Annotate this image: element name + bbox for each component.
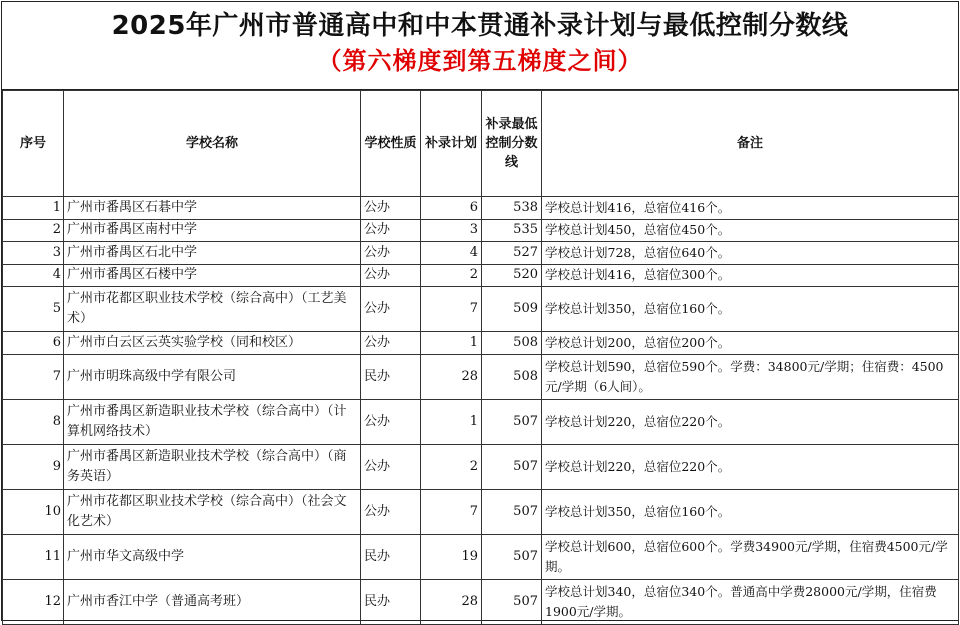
cell-note: 学校总计划350，总宿位160个。 [542, 287, 959, 332]
cell-plan: 3 [421, 219, 482, 242]
table-row [3, 444, 959, 489]
header-note: 备注 [542, 91, 959, 197]
cell-min-score: 509 [482, 287, 542, 332]
cell-seq: 1 [3, 197, 64, 220]
header-plan: 补录计划 [421, 91, 482, 197]
title-block [2, 2, 958, 90]
header-school-name: 学校名称 [64, 91, 361, 197]
cell-seq: 11 [3, 534, 64, 579]
cell-school-type: 公办 [361, 197, 421, 220]
cell-seq: 4 [3, 264, 64, 287]
cell-school-type: 公办 [361, 489, 421, 534]
cell-min-score: 538 [482, 197, 542, 220]
table-header-row [3, 91, 959, 197]
page-subtitle: （第六梯度到第五梯度之间） [317, 47, 643, 75]
cell-note: 学校总计划600，总宿位600个。学费34900元/学期，住宿费4500元/学期。 [542, 534, 959, 579]
cell-school-name: 广州市花都区职业技术学校（综合高中）（工艺美术） [64, 287, 361, 332]
cell-min-score: 520 [482, 264, 542, 287]
table-row [3, 489, 959, 534]
table-row [3, 579, 959, 624]
table-row [3, 534, 959, 579]
cell-note: 学校总计划220，总宿位220个。 [542, 399, 959, 444]
cell-school-name: 广州市花都区职业技术学校（综合高中）（社会文化艺术） [64, 489, 361, 534]
cell-note: 学校总计划590，总宿位590个。学费：34800元/学期；住宿费：4500元/学期（6人间）。 [542, 354, 959, 399]
cell-school-type: 民办 [361, 354, 421, 399]
cell-school-name: 广州市香江中学（普通高考班） [64, 579, 361, 624]
cell-min-score: 507 [482, 579, 542, 624]
table-row [3, 197, 959, 220]
cell-min-score: 508 [482, 354, 542, 399]
cell-seq: 8 [3, 399, 64, 444]
cell-school-name: 广州市白云区云英实验学校（同和校区） [64, 332, 361, 355]
admission-table [2, 90, 959, 625]
cell-seq: 3 [3, 242, 64, 265]
cell-note: 学校总计划340，总宿位340个。普通高中学费28000元/学期，住宿费1900元/学期。 [542, 579, 959, 624]
cell-note: 学校总计划200，总宿位200个。 [542, 332, 959, 355]
cell-plan: 4 [421, 242, 482, 265]
cell-note: 学校总计划220，总宿位220个。 [542, 444, 959, 489]
cell-seq: 5 [3, 287, 64, 332]
cell-min-score: 527 [482, 242, 542, 265]
table-row [3, 219, 959, 242]
cell-seq: 2 [3, 219, 64, 242]
page-title: 2025年广州市普通高中和中本贯通补录计划与最低控制分数线 [111, 11, 849, 41]
table-row [3, 399, 959, 444]
cell-school-name: 广州市番禺区石楼中学 [64, 264, 361, 287]
cell-seq: 7 [3, 354, 64, 399]
cell-min-score: 508 [482, 332, 542, 355]
cell-plan: 7 [421, 287, 482, 332]
cell-school-type: 民办 [361, 534, 421, 579]
cell-school-type: 民办 [361, 579, 421, 624]
cell-school-name: 广州市华文高级中学 [64, 534, 361, 579]
cell-school-name: 广州市番禺区石北中学 [64, 242, 361, 265]
cell-note: 学校总计划350，总宿位160个。 [542, 489, 959, 534]
cell-school-type: 公办 [361, 399, 421, 444]
table-row [3, 242, 959, 265]
cell-plan: 19 [421, 534, 482, 579]
cell-seq: 12 [3, 579, 64, 624]
table-row [3, 332, 959, 355]
cell-school-name: 广州市番禺区南村中学 [64, 219, 361, 242]
cell-note: 学校总计划416，总宿位300个。 [542, 264, 959, 287]
cell-school-type: 公办 [361, 264, 421, 287]
cell-plan: 7 [421, 489, 482, 534]
cell-school-type: 公办 [361, 332, 421, 355]
cell-school-type: 公办 [361, 219, 421, 242]
header-school-type: 学校性质 [361, 91, 421, 197]
cell-min-score: 507 [482, 444, 542, 489]
cell-note: 学校总计划416，总宿位416个。 [542, 197, 959, 220]
cell-school-name: 广州市番禺区新造职业技术学校（综合高中）（商务英语） [64, 444, 361, 489]
cell-note: 学校总计划728，总宿位640个。 [542, 242, 959, 265]
admission-table-document [1, 1, 959, 621]
cell-plan: 1 [421, 399, 482, 444]
cell-plan: 2 [421, 264, 482, 287]
cell-seq: 6 [3, 332, 64, 355]
cell-note: 学校总计划450，总宿位450个。 [542, 219, 959, 242]
cell-school-name: 广州市明珠高级中学有限公司 [64, 354, 361, 399]
cell-plan: 6 [421, 197, 482, 220]
cell-plan: 28 [421, 579, 482, 624]
cell-min-score: 507 [482, 489, 542, 534]
table-row [3, 264, 959, 287]
cell-plan: 28 [421, 354, 482, 399]
cell-min-score: 535 [482, 219, 542, 242]
cell-school-type: 公办 [361, 287, 421, 332]
table-row [3, 287, 959, 332]
cell-school-name: 广州市番禺区石碁中学 [64, 197, 361, 220]
header-min-score: 补录最低控制分数线 [482, 91, 542, 197]
table-row [3, 354, 959, 399]
cell-school-name: 广州市番禺区新造职业技术学校（综合高中）（计算机网络技术） [64, 399, 361, 444]
cell-school-type: 公办 [361, 444, 421, 489]
header-seq: 序号 [3, 91, 64, 197]
cell-plan: 2 [421, 444, 482, 489]
cell-seq: 9 [3, 444, 64, 489]
cell-school-type: 公办 [361, 242, 421, 265]
cell-plan: 1 [421, 332, 482, 355]
cell-min-score: 507 [482, 399, 542, 444]
cell-min-score: 507 [482, 534, 542, 579]
cell-seq: 10 [3, 489, 64, 534]
